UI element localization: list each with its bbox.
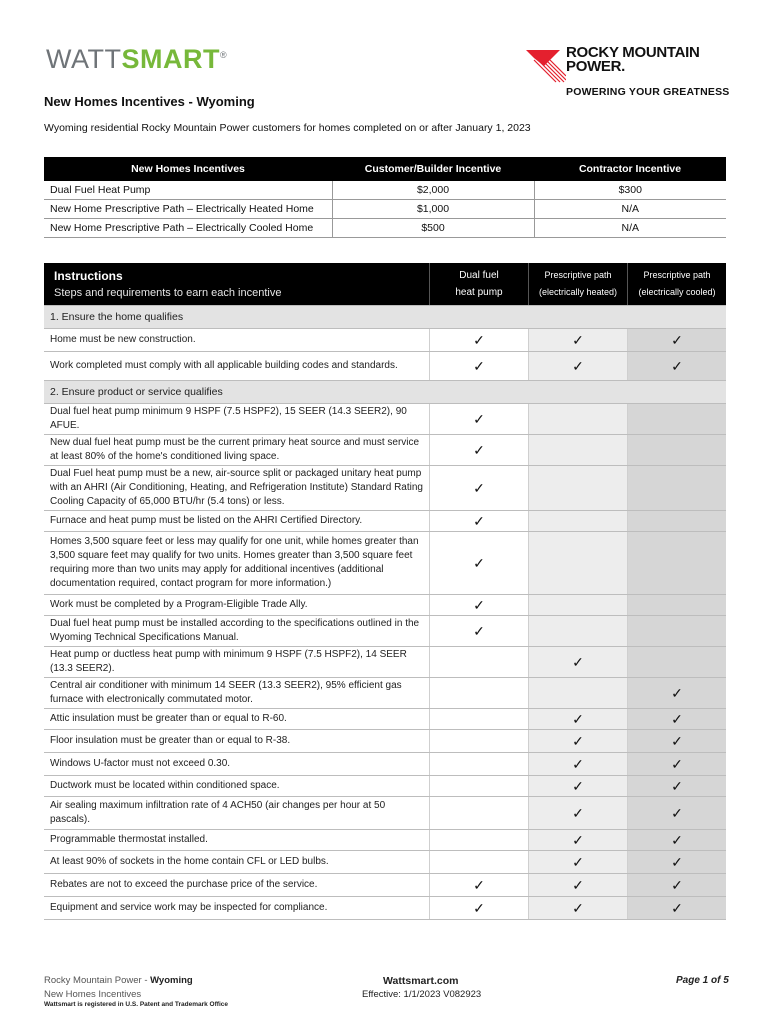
check-icon: ✓	[430, 532, 529, 595]
check-icon: ✓	[628, 874, 727, 897]
check-icon: ✓	[430, 595, 529, 616]
empty-cell	[430, 776, 529, 797]
empty-cell	[430, 730, 529, 753]
check-icon: ✓	[628, 776, 727, 797]
empty-cell	[529, 511, 628, 532]
logo-watt: WATT	[46, 44, 122, 74]
requirement-row	[44, 753, 726, 776]
check-icon: ✓	[529, 874, 628, 897]
table-row	[44, 181, 726, 200]
requirement-row	[44, 776, 726, 797]
check-icon: ✓	[430, 511, 529, 532]
check-icon: ✓	[529, 830, 628, 851]
requirement-row	[44, 730, 726, 753]
company-name-line2: POWER.	[566, 58, 626, 75]
requirement-row	[44, 352, 726, 381]
check-icon: ✓	[628, 753, 727, 776]
incentive-name: New Home Prescriptive Path – Electrically Heated Home	[44, 200, 332, 219]
footer-page-number: Page 1 of 5	[676, 975, 729, 986]
column-header-line: heat pump	[455, 287, 503, 298]
requirement-row	[44, 647, 726, 678]
column-header-dual-fuel	[430, 263, 529, 306]
incentive-name: Dual Fuel Heat Pump	[44, 181, 332, 200]
requirement-text: Home must be new construction.	[44, 329, 430, 352]
check-icon: ✓	[529, 352, 628, 381]
table-row	[44, 219, 726, 238]
logo-reg: ®	[219, 50, 228, 60]
check-icon: ✓	[628, 797, 727, 830]
empty-cell	[628, 435, 727, 466]
requirement-text: Work must be completed by a Program-Eligible Trade Ally.	[44, 595, 430, 616]
requirement-row	[44, 797, 726, 830]
empty-cell	[628, 647, 727, 678]
requirement-row	[44, 897, 726, 920]
section-title: 1. Ensure the home qualifies	[44, 306, 726, 329]
instructions-header-row	[44, 263, 726, 306]
footer-state: Wyoming	[150, 975, 193, 986]
empty-cell	[430, 797, 529, 830]
check-icon: ✓	[529, 776, 628, 797]
incentives-header-contractor: Contractor Incentive	[534, 157, 726, 181]
requirement-row	[44, 709, 726, 730]
rocky-mountain-power-logo-icon	[526, 46, 566, 86]
requirement-text: Windows U-factor must not exceed 0.30.	[44, 753, 430, 776]
section-ensure-home	[44, 306, 726, 329]
check-icon: ✓	[628, 709, 727, 730]
footer-company	[44, 975, 193, 986]
footer-program: New Homes Incentives	[44, 989, 142, 1000]
column-header-electrically-heated	[529, 263, 628, 306]
requirement-row	[44, 678, 726, 709]
contractor-incentive: $300	[534, 181, 726, 200]
requirement-row	[44, 329, 726, 352]
incentives-header-row	[44, 157, 726, 181]
empty-cell	[529, 404, 628, 435]
requirement-text: Equipment and service work may be inspected for compliance.	[44, 897, 430, 920]
company-name-line1: ROCKY MOUNTAIN	[566, 44, 700, 61]
empty-cell	[529, 435, 628, 466]
check-icon: ✓	[628, 352, 727, 381]
check-icon: ✓	[628, 730, 727, 753]
check-icon: ✓	[529, 897, 628, 920]
check-icon: ✓	[529, 797, 628, 830]
requirement-row	[44, 616, 726, 647]
footer-company-name: Rocky Mountain Power -	[44, 975, 151, 986]
requirement-text: Programmable thermostat installed.	[44, 830, 430, 851]
requirement-text: Central air conditioner with minimum 14 SEER (13.3 SEER2), 95% efficient gas furnace with electronically commutated motor.	[44, 678, 430, 709]
contractor-incentive: N/A	[534, 219, 726, 238]
wattsmart-logo	[46, 44, 227, 75]
check-icon: ✓	[529, 851, 628, 874]
check-icon: ✓	[430, 404, 529, 435]
check-icon: ✓	[529, 753, 628, 776]
check-icon: ✓	[430, 897, 529, 920]
requirement-text: Ductwork must be located within conditioned space.	[44, 776, 430, 797]
empty-cell	[628, 404, 727, 435]
empty-cell	[529, 678, 628, 709]
check-icon: ✓	[628, 851, 727, 874]
check-icon: ✓	[628, 897, 727, 920]
empty-cell	[628, 532, 727, 595]
check-icon: ✓	[430, 435, 529, 466]
column-header-line: Dual fuel	[459, 270, 499, 281]
column-header-line: Prescriptive path	[544, 270, 612, 280]
check-icon: ✓	[628, 678, 727, 709]
check-icon: ✓	[430, 466, 529, 511]
requirement-row	[44, 830, 726, 851]
footer-website: Wattsmart.com	[383, 975, 459, 987]
empty-cell	[529, 616, 628, 647]
empty-cell	[430, 851, 529, 874]
requirement-text: Floor insulation must be greater than or equal to R-38.	[44, 730, 430, 753]
empty-cell	[430, 830, 529, 851]
customer-incentive: $1,000	[332, 200, 534, 219]
check-icon: ✓	[529, 329, 628, 352]
instructions-heading-cell	[44, 263, 430, 306]
requirement-text: Dual fuel heat pump minimum 9 HSPF (7.5 HSPF2), 15 SEER (14.3 SEER2), 90 AFUE.	[44, 404, 430, 435]
incentive-name: New Home Prescriptive Path – Electrically Cooled Home	[44, 219, 332, 238]
column-header-line: Prescriptive path	[643, 270, 711, 280]
check-icon: ✓	[628, 830, 727, 851]
empty-cell	[430, 647, 529, 678]
logo-smart: SMART	[121, 44, 220, 74]
requirement-text: Homes 3,500 square feet or less may qualify for one unit, while homes greater than 3,500 square feet may qualify for two units. Homes greater than 3,500 square feet requiring more than two units may apply for additional incentives (additional documentation required, contact program for more information.)	[44, 532, 430, 595]
requirement-row	[44, 532, 726, 595]
empty-cell	[529, 466, 628, 511]
requirement-text: Furnace and heat pump must be listed on the AHRI Certified Directory.	[44, 511, 430, 532]
empty-cell	[628, 595, 727, 616]
requirement-row	[44, 874, 726, 897]
check-icon: ✓	[430, 874, 529, 897]
empty-cell	[430, 753, 529, 776]
column-header-line: (electrically cooled)	[638, 287, 716, 297]
requirement-text: Dual Fuel heat pump must be a new, air-source split or packaged unitary heat pump with an AHRI (Air Conditioning, Heating, and Refrigeration Institute) Standard Rating Cooling Capacity of 65,000 BTU/hr (5.4 tons) or less.	[44, 466, 430, 511]
table-row	[44, 200, 726, 219]
check-icon: ✓	[430, 352, 529, 381]
requirement-text: Rebates are not to exceed the purchase price of the service.	[44, 874, 430, 897]
requirement-text: New dual fuel heat pump must be the current primary heat source and must service at least 80% of the home's conditioned living space.	[44, 435, 430, 466]
page-subtitle: Wyoming residential Rocky Mountain Power customers for homes completed on or after January 1, 2023	[44, 122, 531, 134]
empty-cell	[628, 511, 727, 532]
requirement-row	[44, 595, 726, 616]
check-icon: ✓	[430, 329, 529, 352]
requirement-row	[44, 511, 726, 532]
requirement-text: Attic insulation must be greater than or equal to R-60.	[44, 709, 430, 730]
empty-cell	[529, 595, 628, 616]
incentives-header-customer: Customer/Builder Incentive	[332, 157, 534, 181]
check-icon: ✓	[430, 616, 529, 647]
empty-cell	[628, 466, 727, 511]
footer-effective-date: Effective: 1/1/2023 V082923	[362, 989, 482, 1000]
footer-trademark: Wattsmart is registered in U.S. Patent and Trademark Office	[44, 1001, 228, 1008]
customer-incentive: $2,000	[332, 181, 534, 200]
empty-cell	[430, 678, 529, 709]
column-header-electrically-cooled	[628, 263, 727, 306]
column-header-line: (electrically heated)	[538, 287, 618, 297]
company-tagline: POWERING YOUR GREATNESS	[566, 86, 730, 98]
empty-cell	[628, 616, 727, 647]
section-ensure-product	[44, 381, 726, 404]
requirement-row	[44, 466, 726, 511]
instructions-table	[44, 263, 726, 920]
requirement-text: Dual fuel heat pump must be installed according to the specifications outlined in the Wyoming Technical Specifications Manual.	[44, 616, 430, 647]
requirement-row	[44, 404, 726, 435]
check-icon: ✓	[529, 730, 628, 753]
section-title: 2. Ensure product or service qualifies	[44, 381, 726, 404]
requirement-text: Work completed must comply with all applicable building codes and standards.	[44, 352, 430, 381]
page-title: New Homes Incentives - Wyoming	[44, 94, 255, 109]
requirement-row	[44, 851, 726, 874]
check-icon: ✓	[529, 647, 628, 678]
empty-cell	[529, 532, 628, 595]
check-icon: ✓	[529, 709, 628, 730]
requirement-text: Air sealing maximum infiltration rate of 4 ACH50 (air changes per hour at 50 pascals).	[44, 797, 430, 830]
incentives-table	[44, 157, 726, 238]
incentives-header-name: New Homes Incentives	[44, 157, 332, 181]
contractor-incentive: N/A	[534, 200, 726, 219]
requirement-text: At least 90% of sockets in the home contain CFL or LED bulbs.	[44, 851, 430, 874]
instructions-title: Instructions	[54, 268, 123, 283]
company-name	[566, 46, 700, 74]
instructions-subtitle: Steps and requirements to earn each incentive	[54, 286, 282, 299]
empty-cell	[430, 709, 529, 730]
customer-incentive: $500	[332, 219, 534, 238]
requirement-row	[44, 435, 726, 466]
requirement-text: Heat pump or ductless heat pump with minimum 9 HSPF (7.5 HSPF2), 14 SEER (13.3 SEER2).	[44, 647, 430, 678]
check-icon: ✓	[628, 329, 727, 352]
